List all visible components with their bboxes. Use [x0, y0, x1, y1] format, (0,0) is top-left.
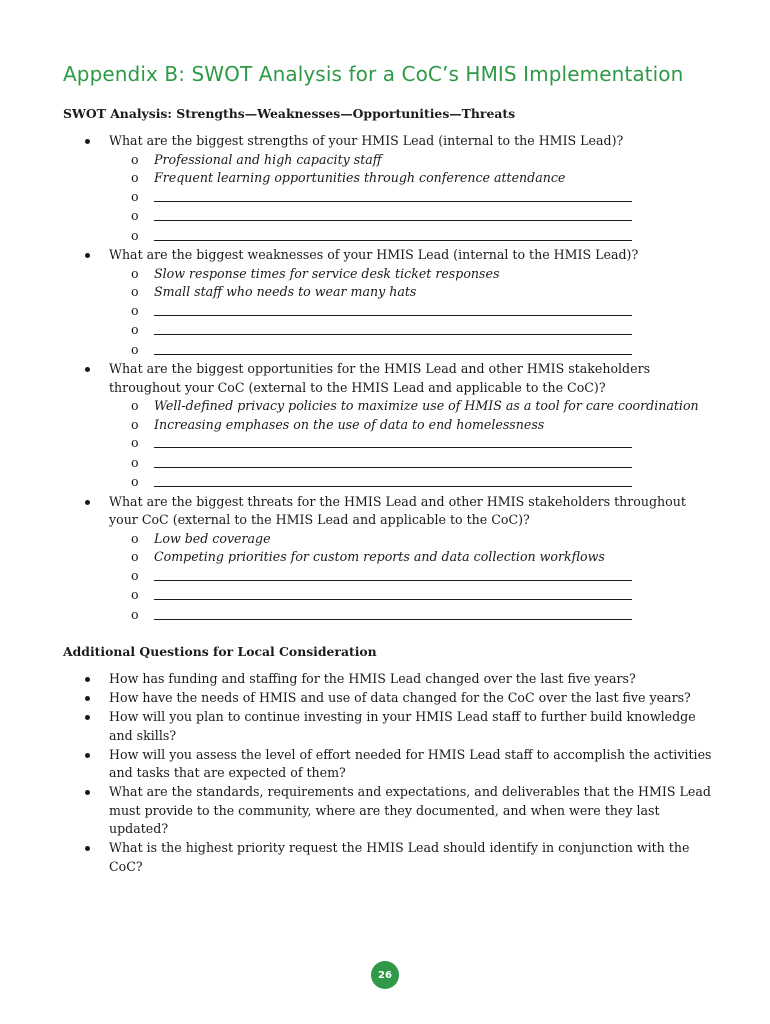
- bullet-icon: [85, 790, 90, 795]
- sub-bullet-marker: o: [131, 170, 139, 185]
- bullet-icon: [85, 139, 90, 144]
- answer-blank-line: [63, 341, 713, 361]
- additional-questions-heading: Additional Questions for Local Consideration: [63, 644, 377, 659]
- question-text: How will you assess the level of effort needed for HMIS Lead staff to accomplish the activities and tasks that are expected of them?: [109, 746, 712, 780]
- swot-question-item: [63, 493, 713, 530]
- answer-blank-line: [63, 567, 713, 587]
- sub-bullet-marker: o: [131, 322, 139, 337]
- additional-question-item: [63, 746, 713, 783]
- question-text: What are the standards, requirements and expectations, and deliverables that the HMIS Lead must provide to the community, where are they documented, and when were they last updated?: [109, 784, 711, 836]
- bullet-icon: [85, 846, 90, 851]
- answer-blank-line: [63, 454, 713, 474]
- answer-blank-line: [63, 473, 713, 493]
- bullet-icon: [85, 753, 90, 758]
- fill-in-line: [154, 321, 632, 335]
- fill-in-line: [154, 473, 632, 487]
- fill-in-line: [154, 434, 632, 448]
- fill-in-line: [154, 606, 632, 620]
- fill-in-line: [154, 586, 632, 600]
- fill-in-line: [154, 567, 632, 581]
- sub-bullet-marker: o: [131, 341, 139, 357]
- answer-blank-line: [63, 586, 713, 606]
- question-text: How has funding and staffing for the HMIS Lead changed over the last five years?: [109, 671, 636, 686]
- sub-bullet-marker: o: [131, 567, 139, 583]
- question-text: What are the biggest threats for the HMIS Lead and other HMIS stakeholders throughout your CoC (external to the HMIS Lead and applicable to the CoC)?: [109, 493, 686, 527]
- example-answer: [63, 151, 713, 170]
- example-answer-text: Professional and high capacity staff: [154, 151, 382, 167]
- page-title: Appendix B: SWOT Analysis for a CoC’s HMIS Implementation: [63, 62, 684, 86]
- additional-question-list: [63, 670, 713, 877]
- swot-question-item: [63, 246, 713, 265]
- example-answer: [63, 548, 713, 567]
- fill-in-line: [154, 227, 632, 241]
- sub-bullet-marker: o: [131, 265, 139, 281]
- question-text: What are the biggest strengths of your HMIS Lead (internal to the HMIS Lead)?: [109, 133, 624, 148]
- question-text: What are the biggest opportunities for the HMIS Lead and other HMIS stakeholders throughout your CoC (external to the HMIS Lead and applicable to the CoC)?: [109, 361, 651, 395]
- sub-bullet-marker: o: [131, 435, 139, 450]
- answer-blank-line: [63, 434, 713, 454]
- example-answer: [63, 265, 713, 284]
- fill-in-line: [154, 207, 632, 221]
- sub-bullet-marker: o: [131, 284, 139, 299]
- sub-bullet-marker: o: [131, 227, 139, 243]
- fill-in-line: [154, 454, 632, 468]
- question-text: How will you plan to continue investing in your HMIS Lead staff to further build knowledge and skills?: [109, 709, 696, 743]
- sub-bullet-marker: o: [131, 398, 139, 413]
- example-answer: [63, 397, 713, 416]
- sub-bullet-marker: o: [131, 416, 139, 432]
- sub-bullet-marker: o: [131, 151, 139, 167]
- additional-question-item: [63, 783, 713, 839]
- bullet-icon: [85, 500, 90, 505]
- additional-question-item: [63, 708, 713, 745]
- additional-question-item: [63, 670, 713, 689]
- example-answer-text: Competing priorities for custom reports and data collection workflows: [154, 549, 605, 564]
- fill-in-line: [154, 302, 632, 316]
- sub-bullet-marker: o: [131, 606, 139, 622]
- sub-bullet-marker: o: [131, 188, 139, 204]
- answer-blank-line: [63, 606, 713, 626]
- swot-question-item: [63, 132, 713, 151]
- sub-bullet-marker: o: [131, 549, 139, 564]
- swot-question-list: [63, 132, 713, 625]
- example-answer: [63, 283, 713, 302]
- swot-question-item: [63, 360, 713, 397]
- bullet-icon: [85, 367, 90, 372]
- example-answer-text: Well-defined privacy policies to maximize use of HMIS as a tool for care coordination: [154, 398, 699, 413]
- example-answer-text: Slow response times for service desk ticket responses: [154, 265, 500, 281]
- additional-question-item: [63, 839, 713, 876]
- sub-bullet-marker: o: [131, 302, 139, 318]
- swot-section-heading: SWOT Analysis: Strengths—Weaknesses—Opportunities—Threats: [63, 106, 516, 121]
- question-text: What are the biggest weaknesses of your HMIS Lead (internal to the HMIS Lead)?: [109, 247, 639, 262]
- example-answer: [63, 530, 713, 549]
- bullet-icon: [85, 253, 90, 258]
- sub-bullet-marker: o: [131, 208, 139, 223]
- bullet-icon: [85, 677, 90, 682]
- example-answer-text: Frequent learning opportunities through conference attendance: [154, 170, 566, 185]
- answer-blank-line: [63, 188, 713, 208]
- example-answer-text: Increasing emphases on the use of data to end homelessness: [154, 416, 545, 432]
- example-answer-text: Small staff who needs to wear many hats: [154, 284, 417, 299]
- sub-bullet-marker: o: [131, 454, 139, 470]
- example-answer-text: Low bed coverage: [154, 530, 271, 546]
- question-text: How have the needs of HMIS and use of data changed for the CoC over the last five years?: [109, 690, 691, 705]
- answer-blank-line: [63, 302, 713, 322]
- example-answer: [63, 416, 713, 435]
- bullet-icon: [85, 715, 90, 720]
- question-text: What is the highest priority request the HMIS Lead should identify in conjunction with the CoC?: [109, 840, 690, 874]
- fill-in-line: [154, 188, 632, 202]
- fill-in-line: [154, 341, 632, 355]
- answer-blank-line: [63, 227, 713, 247]
- page-number-badge: 26: [371, 961, 399, 989]
- sub-bullet-marker: o: [131, 587, 139, 602]
- sub-bullet-marker: o: [131, 474, 139, 489]
- additional-question-item: [63, 689, 713, 708]
- bullet-icon: [85, 696, 90, 701]
- sub-bullet-marker: o: [131, 530, 139, 546]
- answer-blank-line: [63, 207, 713, 227]
- example-answer: [63, 169, 713, 188]
- answer-blank-line: [63, 321, 713, 341]
